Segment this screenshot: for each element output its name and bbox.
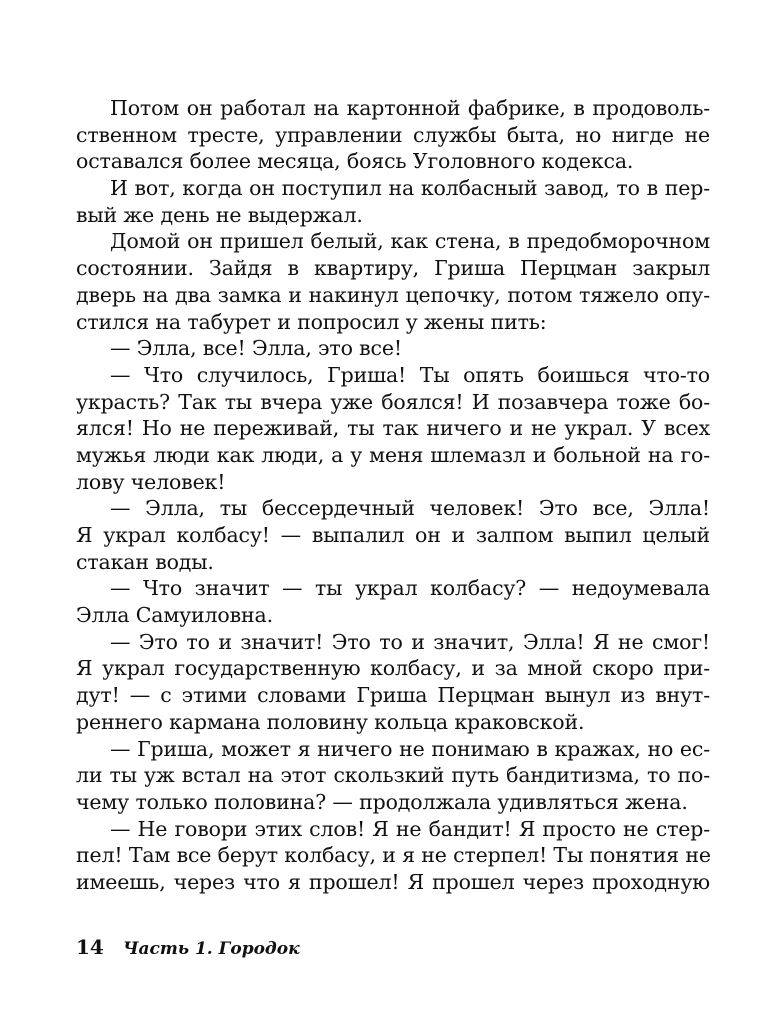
- text-line: Потом он работал на картонной фабрике, в продоволь-: [110, 96, 710, 120]
- text-line: ственном тресте, управлении службы быта, но нигде не: [76, 122, 710, 147]
- text-line: И вот, когда он поступил на колбасный завод, то в пер-: [110, 176, 710, 201]
- paragraph: [76, 228, 710, 335]
- paragraph: [76, 816, 710, 896]
- paragraph: [76, 575, 710, 628]
- paragraph: [76, 175, 710, 228]
- text-line: — Не говори этих слов! Я не бандит! Я просто не стер-: [110, 816, 710, 841]
- text-line: состоянии. Зайдя в квартиру, Гриша Перцман закрыл: [76, 256, 710, 281]
- page-number: 14: [76, 935, 104, 959]
- text-line: оставался более месяца, боясь Уголовного кодекса.: [76, 149, 634, 174]
- text-line: — Что значит — ты украл колбасу? — недоумевала: [110, 576, 710, 601]
- text-line: ялся! Но не переживай, ты так ничего и не украл. У всех: [76, 416, 710, 441]
- text-line: Я украл государственную колбасу, и за мной скоро при-: [76, 656, 710, 681]
- text-line: — Что случилось, Гриша! Ты опять боишься что-то: [110, 362, 710, 387]
- text-line: дверь на два замка и накинул цепочку, потом тяжело опу-: [76, 282, 710, 307]
- paragraph: [76, 335, 710, 362]
- text-line: лову человек!: [76, 469, 226, 494]
- text-line: имеешь, через что я прошел! Я прошел через проходную: [76, 869, 710, 894]
- text-line: украсть? Так ты вчера уже боялся! И позавчера тоже бо-: [76, 389, 710, 414]
- text-line: Элла Самуиловна.: [76, 603, 273, 628]
- text-line: Я украл колбасу! — выпалил он и залпом выпил целый: [76, 523, 710, 547]
- paragraph: [76, 629, 710, 736]
- paragraph: [76, 95, 710, 175]
- running-head: Часть 1. Городок: [122, 939, 300, 959]
- text-line: чему только половина? — продолжала удивляться жена.: [76, 789, 688, 814]
- text-line: реннего кармана половину кольца краковской.: [76, 709, 585, 734]
- text-line: стился на табурет и попросил у жены пить:: [76, 309, 547, 334]
- text-line: — Это то и значит! Это то и значит, Элла! Я не смог!: [110, 629, 710, 654]
- text-line: вый же день не выдержал.: [76, 202, 363, 227]
- paragraph: [76, 495, 710, 575]
- text-line: ли ты уж встал на этот скользкий путь бандитизма, то по-: [76, 763, 710, 788]
- text-line: стакан воды.: [76, 549, 214, 574]
- text-line: — Элла, ты бессердечный человек! Это все, Элла!: [110, 496, 710, 521]
- text-line: пел! Там все берут колбасу, и я не стерпел! Ты понятия не: [76, 843, 711, 868]
- text-line: — Гриша, может я ничего не понимаю в кражах, но ес-: [110, 736, 710, 761]
- page-footer: [76, 932, 300, 962]
- text-line: мужья люди как люди, а у меня шлемазл и больной на го-: [76, 442, 710, 467]
- text-line: — Элла, все! Элла, это все!: [110, 336, 402, 361]
- paragraph: [76, 362, 710, 495]
- page-body: [76, 95, 710, 896]
- text-line: Домой он пришел белый, как стена, в предобморочном: [110, 229, 710, 254]
- text-line: дут! — с этими словами Гриша Перцман вынул из внут-: [76, 683, 710, 708]
- paragraph: [76, 736, 710, 816]
